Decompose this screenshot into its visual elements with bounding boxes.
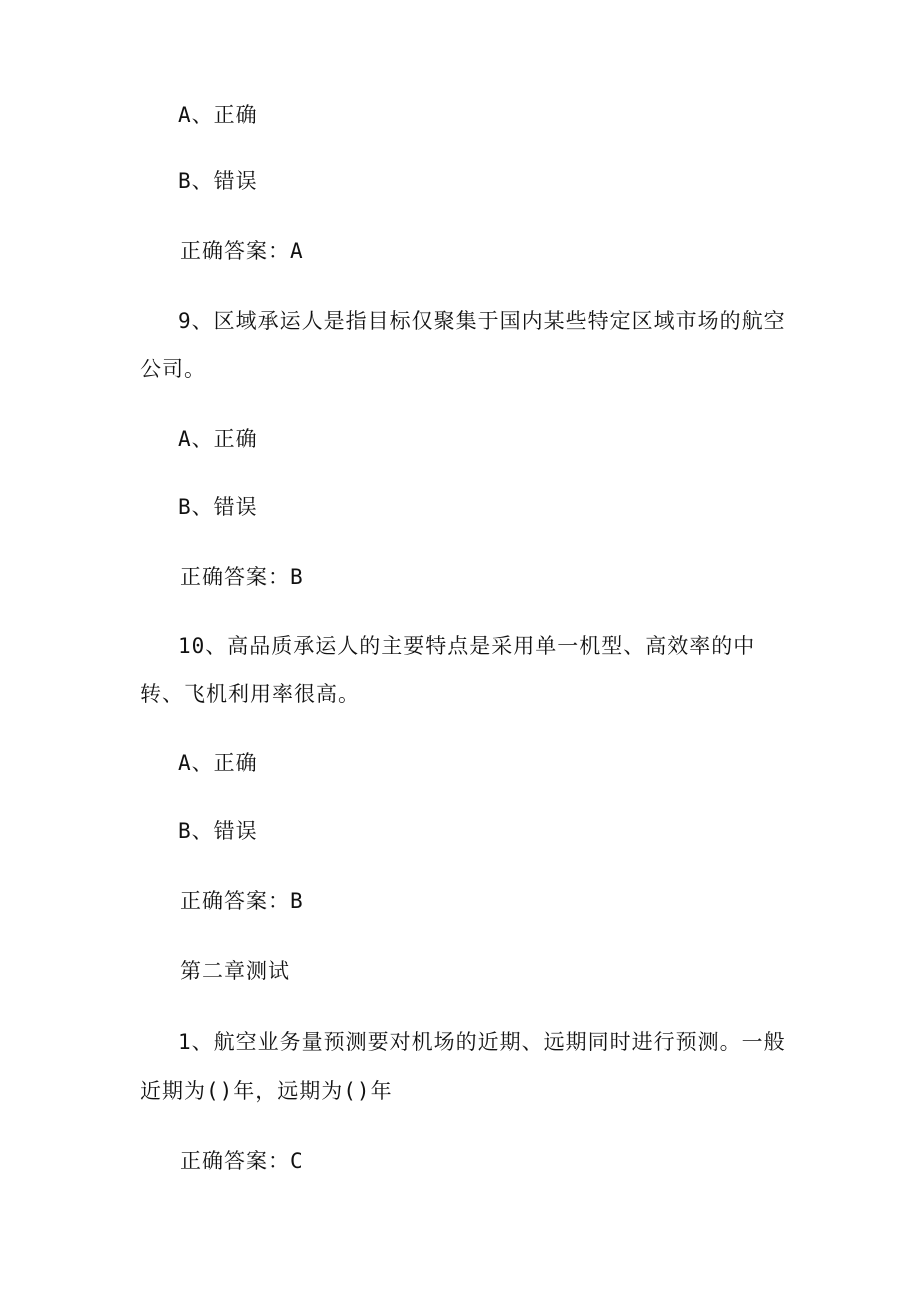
question-1-line-2: 近期为()年，远期为()年 <box>140 1079 393 1103</box>
chapter-heading: 第二章测试 <box>180 959 290 983</box>
question-10-line-2: 转、飞机利用率很高。 <box>140 682 360 706</box>
question-10-line-1: 10、高品质承运人的主要特点是采用单一机型、高效率的中 <box>178 634 756 658</box>
option-b: B、错误 <box>178 169 258 193</box>
option-a: A、正确 <box>178 751 258 775</box>
correct-answer: 正确答案：C <box>180 1149 304 1173</box>
option-b: B、错误 <box>178 495 258 519</box>
question-9-line-2: 公司。 <box>140 357 206 381</box>
question-9-line-1: 9、区域承运人是指目标仅聚集于国内某些特定区域市场的航空 <box>178 309 786 333</box>
question-1-line-1: 1、航空业务量预测要对机场的近期、远期同时进行预测。一般 <box>178 1030 786 1054</box>
option-b: B、错误 <box>178 819 258 843</box>
correct-answer: 正确答案：A <box>180 239 304 263</box>
option-a: A、正确 <box>178 103 258 127</box>
correct-answer: 正确答案：B <box>180 889 304 913</box>
option-a: A、正确 <box>178 427 258 451</box>
correct-answer: 正确答案：B <box>180 565 304 589</box>
